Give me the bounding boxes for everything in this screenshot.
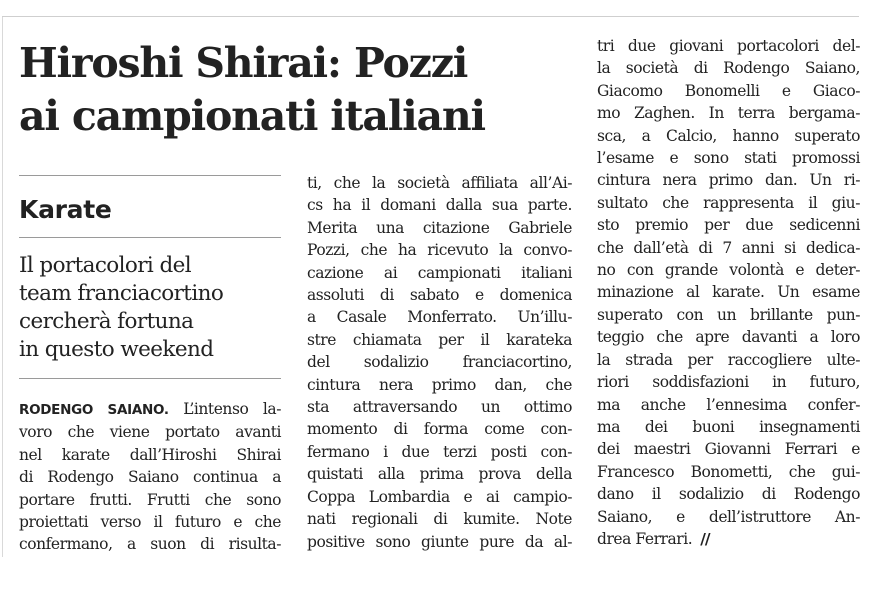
body-line: confermano, a suon di risulta-	[19, 535, 281, 554]
body-column-3	[597, 35, 860, 550]
body-line: tri due giovani portacolori del-	[597, 37, 860, 55]
body-line: dano il sodalizio di Rodengo	[597, 485, 860, 504]
body-line: fermano i due terzi posti con-	[307, 442, 572, 461]
body-line: Coppa Lombardia e ai campio-	[307, 487, 572, 506]
body-line: di Rodengo Saiano continua a	[19, 468, 281, 487]
body-line: a Casale Monferrato. Un’illu-	[307, 308, 572, 327]
section-label: Karate	[19, 195, 112, 224]
body-line: minazione al karate. Un esame	[597, 283, 860, 302]
section-rule-bottom	[19, 237, 281, 238]
headline-line: ai campionati italiani	[19, 92, 485, 140]
subhead-line: in questo weekend	[19, 337, 214, 362]
body-line: assoluti di sabato e domenica	[307, 286, 572, 305]
body-line: Saiano, e dell’istruttore An-	[597, 507, 860, 526]
top-rule	[2, 16, 859, 17]
body-line: cs ha il domani dalla sua parte.	[307, 196, 572, 215]
subhead-line: team franciacortino	[19, 281, 224, 306]
body-line: sultato che rappresenta il giu-	[597, 193, 860, 212]
left-column-rule	[2, 17, 3, 557]
body-line: cazione ai campionati italiani	[307, 263, 572, 282]
dateline: RODENGO SAIANO.	[19, 402, 169, 418]
body-line: positive sono giunte pure da al-	[307, 532, 572, 551]
body-line: ma anche l’ennesima confer-	[597, 395, 860, 414]
section-rule-top	[19, 175, 281, 176]
body-line: voro che viene portato avanti	[19, 423, 281, 442]
body-line: riori soddisfazioni in futuro,	[597, 373, 860, 392]
body-line: ti, che la società affiliata all’Ai-	[307, 174, 572, 192]
subhead-line: Il portacolori del	[19, 253, 192, 278]
end-of-article-mark: //	[700, 529, 710, 548]
subhead-line: cercherà fortuna	[19, 309, 194, 334]
body-line: sto premio per due sedicenni	[597, 216, 860, 235]
body-line: del sodalizio franciacortino,	[307, 353, 572, 372]
body-line: sca, a Calcio, hanno superato	[597, 126, 860, 145]
body-line: no con grande volontà e deter-	[597, 261, 860, 280]
body-line: Merita una citazione Gabriele	[307, 218, 572, 237]
body-line: teggio che apre davanti a loro	[597, 328, 860, 347]
body-line: proiettati verso il futuro e che	[19, 513, 281, 532]
body-line: stre chiamata per il karateka	[307, 330, 572, 349]
body-line: l’esame e sono stati promossi	[597, 149, 860, 168]
headline	[19, 37, 559, 143]
body-line: quistati alla prima prova della	[307, 465, 572, 484]
body-line-final	[597, 528, 860, 550]
body-column-1	[19, 398, 281, 556]
body-line: superato con un brillante pun-	[597, 305, 860, 324]
headline-line: Hiroshi Shirai: Pozzi	[19, 39, 468, 87]
body-line: la società di Rodengo Saiano,	[597, 59, 860, 78]
body-line: ma dei buoni insegnamenti	[597, 417, 860, 436]
body-line: dei maestri Giovanni Ferrari e	[597, 440, 860, 459]
body-line: che dall’età di 7 anni si dedica-	[597, 238, 860, 257]
body-line: portare frutti. Frutti che sono	[19, 490, 281, 509]
body-line: Giacomo Bonomelli e Giaco-	[597, 81, 860, 100]
body-line: mo Zaghen. In terra bergama-	[597, 104, 860, 123]
body-line: nel karate dall’Hiroshi Shirai	[19, 445, 281, 464]
body-text: L’intenso la-	[168, 400, 281, 418]
body-column-2	[307, 172, 572, 553]
body-line	[19, 398, 281, 421]
body-line: la strada per raccogliere ulte-	[597, 350, 860, 369]
body-line: momento di forma come con-	[307, 420, 572, 439]
body-line: cintura nera primo dan, che	[307, 375, 572, 394]
body-line: Pozzi, che ha ricevuto la convo-	[307, 241, 572, 260]
body-line: Francesco Bonometti, che gui-	[597, 462, 860, 481]
subheadline	[19, 252, 284, 364]
body-line: sta attraversando un ottimo	[307, 398, 572, 417]
body-line: nati regionali di kumite. Note	[307, 510, 572, 529]
subhead-rule	[19, 378, 281, 379]
body-text: drea Ferrari.	[597, 529, 693, 548]
body-line: cintura nera primo dan. Un ri-	[597, 171, 860, 190]
